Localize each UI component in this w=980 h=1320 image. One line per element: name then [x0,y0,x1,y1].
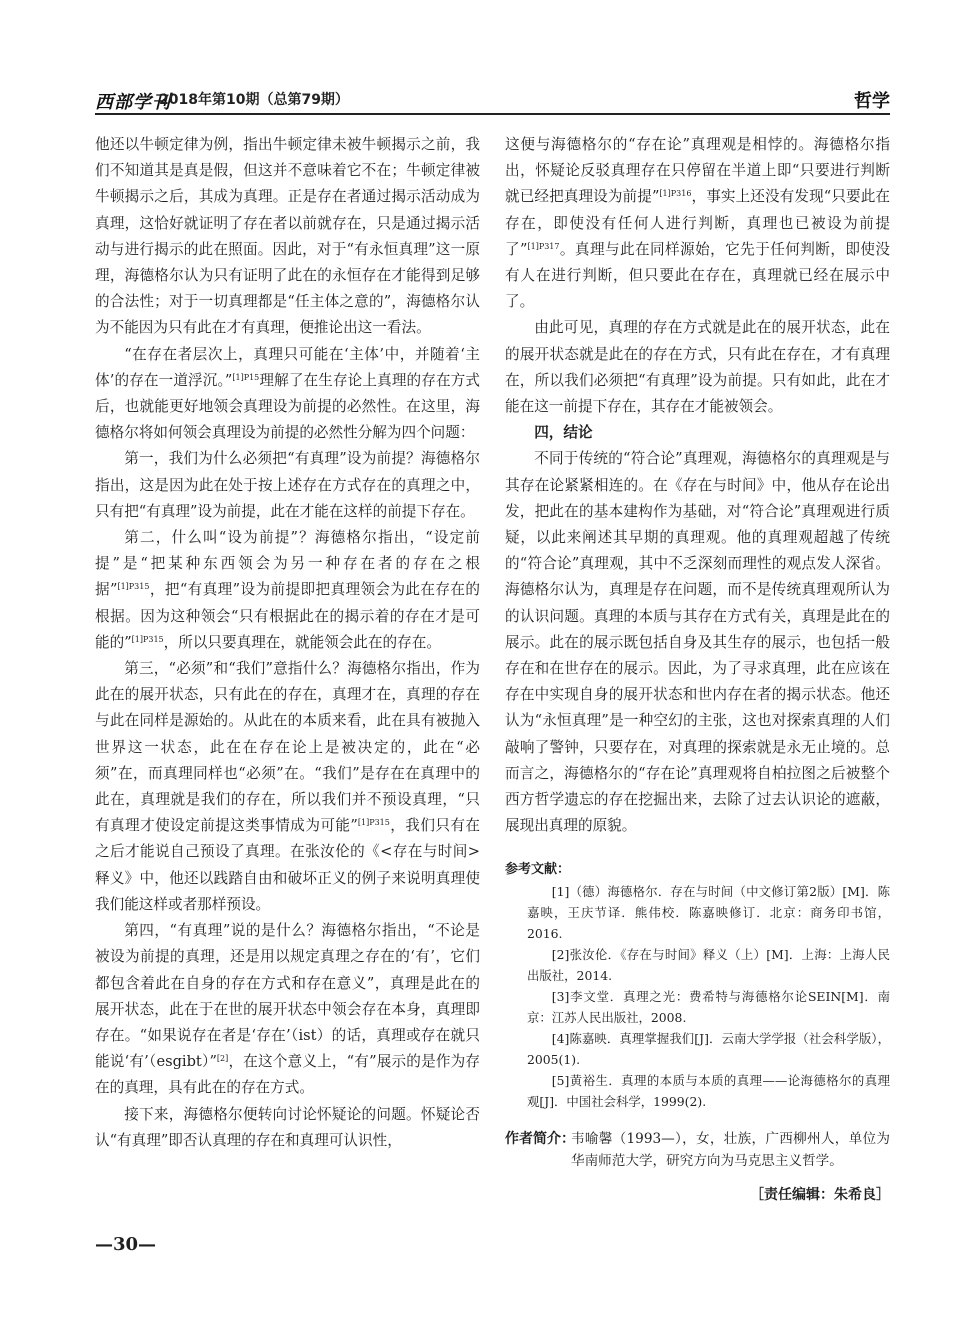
citation: [1]P315 [357,818,390,828]
author-bio [505,1128,890,1172]
section-label: 哲学 [854,91,890,112]
references [505,859,890,1112]
paragraph [95,446,480,525]
paragraph [505,446,890,839]
page-header [95,86,890,113]
paragraph [95,132,480,342]
paragraph [95,918,480,1101]
citation: [1]P315 [131,634,164,644]
right-column [505,132,890,1206]
paragraph-text: 接下来，海德格尔便转向讨论怀疑论的问题。怀疑论否认“有真理”即否认真理的存在和真理可认识性， [95,1105,480,1149]
paragraph-text: 理解了在生存论上真理的存在方式后，也就能更好地领会真理设为前提的必然性。在这里，海德格尔将如何领会真理设为前提的必然性分解为四个问题： [95,371,480,442]
paragraph-text: ，事实上还没有发现“只要此在存在，即使没有任何人进行判断，真理也已被设为前提了” [505,188,890,258]
paragraph-text: 第三，“必须”和“我们”意指什么？海德格尔指出，作为此在的展开状态，只有此在的存在，真理才在，真理的存在与此在同样是源始的。从此在的本质来看，此在具有被抛入世界这一状态，此在在存在论上是被决定的，此在“必须”在，而真理同样也“必须”在。“我们”是存在在真理中的此在，真理就是我们的存在，所以我们并不预设真理，“只有真理才使设定前提这类事情成为可能” [95,660,480,835]
reference-item: [4]陈嘉映．真理掌握我们[J]．云南大学学报（社会科学版），2005(1). [527,1031,890,1068]
paragraph-text: ，我们只有在之后才能说自己预设了真理。在张汝伦的《<存在与时间>释义》中，他还以践踏自由和破坏正义的例子来说明真理使我们能这样或者那样预设。 [95,817,480,913]
paragraph-text: 第四，“有真理”说的是什么？海德格尔指出，“不论是被设为前提的真理，还是用以规定真理之存在的‘有’，它们都包含着此在自身的存在方式和存在意义”，真理是此在的展开状态，此在于在世的展开状态中领会存在本身，真理即存在。“如果说存在者是‘存在’（ist）的话，真理或存在就只能说‘有’（esgibt）” [95,922,480,1071]
left-column [95,132,480,1154]
paragraph-text: ，在这个意义上，“有”展示的是作为存在的真理，具有此在的存在方式。 [95,1053,480,1097]
paragraph-text: 四，结论 [534,424,593,442]
author-text: 韦喻馨（1993—），女，壮族，广西柳州人，单位为华南师范大学，研究方向为马克思主义哲学。 [571,1131,890,1170]
reference-item: [5]黄裕生．真理的本质与本质的真理——论海德格尔的真理观[J]．中国社会科学，1999(2). [527,1073,890,1110]
journal-logo: 西部学刊 [95,92,171,113]
references-title: 参考文献： [505,862,571,878]
paragraph-text: “在存在者层次上，真理只可能在‘主体’中，并随着‘主体’的存在一道浮沉。” [95,345,480,389]
issue-info: 2018年第10期（总第79期） [159,92,349,108]
paragraph [505,132,890,315]
section-heading [505,420,890,446]
header-rule [95,113,890,115]
citation: [1]P316 [659,189,692,199]
paragraph [95,342,480,447]
paragraph-text: 这便与海德格尔的“存在论”真理观是相悖的。海德格尔指出，怀疑论反驳真理存在只停留在半道上即“只要进行判断就已经把真理设为前提” [505,136,890,206]
paragraph-text: ，所以只要真理在，就能领会此在的存在。 [163,633,441,651]
paragraph-text: 由此可见，真理的存在方式就是此在的展开状态，此在的展开状态就是此在的存在方式，只有此在存在，才有真理在，所以我们必须把“有真理”设为前提。只有如此，此在才能在这一前提下存在，其存在才能被领会。 [505,319,890,416]
paragraph [95,1102,480,1154]
paragraph [95,656,480,918]
paragraph [505,315,890,420]
right-body [505,132,890,839]
citation: [1]P315 [117,582,150,592]
paragraph-text: 第一，我们为什么必须把“有真理”设为前提？海德格尔指出，这是因为此在处于按上述存在方式存在的真理之中，只有把“有真理”设为前提，此在才能在这样的前提下存在。 [95,450,480,520]
citation: [1]P317 [527,241,560,251]
responsible-editor: ［责任编辑：朱希良］ [750,1187,890,1204]
citation: [1]P15 [232,372,260,382]
paragraph [95,525,480,656]
citation: [2] [216,1054,229,1064]
reference-item: [3]李文堂．真理之光：费希特与海德格尔论SEIN[M]．南京：江苏人民出版社，2008. [527,989,890,1026]
reference-item: [2]张汝伦．《存在与时间》释义（上）[M]．上海：上海人民出版社，2014. [527,947,890,984]
author-label: 作者简介： [505,1131,575,1148]
paragraph-text: ，把“有真理”设为前提即把真理领会为此在存在的根据。因为这种领会“只有根据此在的揭示着的存在才是可能的” [95,581,480,651]
paragraph-text: 第二，什么叫“设为前提”？海德格尔指出，“设定前提”是“把某种东西领会为另一种存在者的存在之根据” [95,529,480,599]
page-number: —30— [95,1234,157,1255]
paragraph-text: 不同于传统的“符合论”真理观，海德格尔的真理观是与其存在论紧紧相连的。在《存在与时间》中，他从存在论出发，把此在的基本建构作为基础，对“符合论”真理观进行质疑，以此来阐述其早期的真理观。他的真理观超越了传统的“符合论”真理观，其中不乏深刻而理性的观点发人深省。海德格尔认为，真理是存在问题，而不是传统真理观所认为的认识问题。真理的本质与其存在方式有关，真理是此在的展示。此在的展示既包括自身及其生存的展示，也包括一般存在和在世存在的展示。因此，为了寻求真理，此在应该在存在中实现自身的展开状态和世内存在者的揭示状态。他还认为“永恒真理”是一种空幻的主张，这也对探索真理的人们敲响了警钟，只要存在，对真理的探索就是永无止境的。总而言之，海德格尔的“存在论”真理观将自柏拉图之后被整个西方哲学遗忘的存在挖掘出来，去除了过去认识论的遮蔽，展现出真理的原貌。 [505,450,890,835]
paragraph-text: 他还以牛顿定律为例，指出牛顿定律未被牛顿揭示之前，我们不知道其是真是假，但这并不意味着它不在；牛顿定律被牛顿揭示之后，其成为真理。正是存在者通过揭示活动成为真理，这恰好就证明了存在者以前就存在，只是通过揭示活动与进行揭示的此在照面。因此，对于“有永恒真理”这一原理，海德格尔认为只有证明了此在的永恒存在才能得到足够的合法性；对于一切真理都是“任主体之意的”，海德格尔认为不能因为只有此在才有真理，便推论出这一看法。 [95,136,480,337]
reference-item: [1]（德）海德格尔．存在与时间（中文修订第2版）[M]．陈嘉映，王庆节译．熊伟校．陈嘉映修订．北京：商务印书馆，2016. [527,884,890,942]
paragraph-text: 。真理与此在同样源始，它先于任何判断，即使没有人在进行判断，但只要此在存在，真理就已经在展示中了。 [505,240,890,311]
